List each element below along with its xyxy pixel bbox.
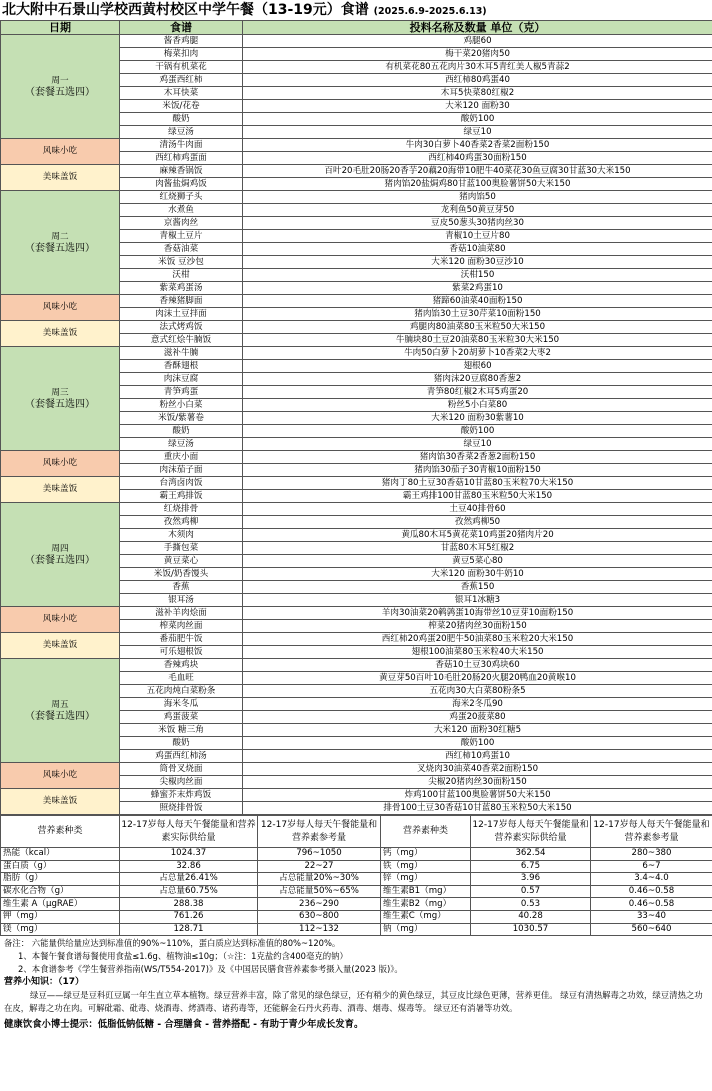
dish-name: 滋补羊肉烩面 bbox=[120, 607, 243, 620]
col-ingredients-header: 投料名称及数量 单位（克） bbox=[243, 21, 712, 35]
ingredients: 有机菜花80五花肉片30木耳5青红美人椒5青蒜2 bbox=[243, 61, 712, 74]
dish-name: 蜂蜜芥末炸鸡饭 bbox=[120, 789, 243, 802]
ingredients: 梅干菜20猪肉50 bbox=[243, 48, 712, 61]
ingredients: 紫菜2鸡蛋10 bbox=[243, 282, 712, 295]
nutrient-value: 1024.37 bbox=[120, 848, 258, 861]
nutrition-header: 12-17岁每人每天午餐能量和营养素实际供给量 bbox=[120, 816, 258, 848]
tip-heading: 营养小知识：（17） bbox=[4, 977, 85, 988]
dish-name: 紫菜鸡蛋汤 bbox=[120, 282, 243, 295]
ingredients: 猪肉馅30香菜2香葱2面粉150 bbox=[243, 451, 712, 464]
dish-name: 黄豆菜心 bbox=[120, 555, 243, 568]
dish-name: 香菇油菜 bbox=[120, 243, 243, 256]
day-subtitle: （套餐五选四） bbox=[25, 86, 95, 98]
nutrition-row bbox=[1, 885, 712, 898]
nutrient-value: 占总能量20%~30% bbox=[258, 873, 381, 886]
menu-row bbox=[1, 321, 712, 334]
nutrient-value: 1030.57 bbox=[471, 923, 591, 936]
note-line: 1、本餐午餐食谱每餐使用食盐≤1.6g、植物油≤10g；（☆注：1克盐约含400毫克的钠） bbox=[18, 951, 348, 962]
nutrient-value: 占总量26.41% bbox=[120, 873, 258, 886]
dish-name: 木须肉 bbox=[120, 529, 243, 542]
day-name: 周四 bbox=[51, 543, 69, 554]
rice-label: 美味盖饭 bbox=[1, 477, 120, 503]
dish-name: 梅菜扣肉 bbox=[120, 48, 243, 61]
nutrient-value: 40.28 bbox=[471, 910, 591, 923]
day-subtitle: （套餐五选四） bbox=[25, 554, 95, 566]
ingredients: 甘蓝80木耳5红椒2 bbox=[243, 542, 712, 555]
menu-row bbox=[1, 503, 712, 516]
nutrient-name: 镁（mg） bbox=[1, 923, 120, 936]
dish-name: 筒骨叉烧面 bbox=[120, 763, 243, 776]
ingredients: 大米120 面粉30豆沙10 bbox=[243, 256, 712, 269]
special-label: 风味小吃 bbox=[1, 607, 120, 633]
menu-title bbox=[0, 0, 712, 20]
ingredients: 黄瓜80木耳5黄花菜10鸡蛋20猪肉片20 bbox=[243, 529, 712, 542]
nutrient-value: 288.38 bbox=[120, 898, 258, 911]
ingredients: 海米2冬瓜90 bbox=[243, 698, 712, 711]
ingredients: 黄豆5菜心80 bbox=[243, 555, 712, 568]
dish-name: 手撕包菜 bbox=[120, 542, 243, 555]
ingredients: 叉烧肉30油菜40香菜2面粉150 bbox=[243, 763, 712, 776]
dish-name: 清汤牛肉面 bbox=[120, 139, 243, 152]
day-label-cell bbox=[1, 347, 120, 451]
ingredients: 翅根60 bbox=[243, 360, 712, 373]
menu-row bbox=[1, 789, 712, 802]
dish-name: 绿豆汤 bbox=[120, 438, 243, 451]
nutrient-name: 热能（kcal） bbox=[1, 848, 120, 861]
nutrient-value: 6~7 bbox=[591, 860, 712, 873]
dish-name: 尖椒肉丝面 bbox=[120, 776, 243, 789]
ingredients: 鸡腿肉80油菜80玉米粒50大米150 bbox=[243, 321, 712, 334]
nutrient-name: 维生素B1（mg） bbox=[381, 885, 471, 898]
ingredients: 香菇10土豆30鸡块60 bbox=[243, 659, 712, 672]
ingredients: 酸奶100 bbox=[243, 737, 712, 750]
menu-row bbox=[1, 165, 712, 178]
dish-name: 米饭/花卷 bbox=[120, 100, 243, 113]
ingredients: 青笋80红椒2木耳5鸡蛋20 bbox=[243, 386, 712, 399]
dish-name: 香辣猪脚面 bbox=[120, 295, 243, 308]
ingredients: 猪肉沫20豆腐80香葱2 bbox=[243, 373, 712, 386]
special-label: 风味小吃 bbox=[1, 451, 120, 477]
dish-name: 榨菜肉丝面 bbox=[120, 620, 243, 633]
nutrition-row bbox=[1, 898, 712, 911]
ingredients: 孜然鸡柳50 bbox=[243, 516, 712, 529]
nutrient-name: 锌（mg） bbox=[381, 873, 471, 886]
nutrient-value: 630~800 bbox=[258, 910, 381, 923]
day-subtitle: （套餐五选四） bbox=[25, 398, 95, 410]
nutrient-value: 362.54 bbox=[471, 848, 591, 861]
nutrition-row bbox=[1, 848, 712, 861]
dish-name: 法式烤鸡饭 bbox=[120, 321, 243, 334]
ingredients: 大米120 面粉30红糖5 bbox=[243, 724, 712, 737]
nutrient-value: 33~40 bbox=[591, 910, 712, 923]
dish-name: 意式红烩牛腩饭 bbox=[120, 334, 243, 347]
ingredients: 大米120 面粉30 bbox=[243, 100, 712, 113]
nutrient-value: 280~380 bbox=[591, 848, 712, 861]
ingredients: 绿豆10 bbox=[243, 126, 712, 139]
nutrient-name: 蛋白质（g） bbox=[1, 860, 120, 873]
menu-row bbox=[1, 477, 712, 490]
dish-name: 香酥翅根 bbox=[120, 360, 243, 373]
ingredients: 西红柿40鸡蛋30面粉150 bbox=[243, 152, 712, 165]
ingredients: 青椒10土豆片80 bbox=[243, 230, 712, 243]
dish-name: 台湾卤肉饭 bbox=[120, 477, 243, 490]
ingredients: 香菇10油菜80 bbox=[243, 243, 712, 256]
dish-name: 酸奶 bbox=[120, 113, 243, 126]
nutrient-value: 3.4~4.0 bbox=[591, 873, 712, 886]
menu-row bbox=[1, 191, 712, 204]
ingredients: 龙利鱼50黄豆芽50 bbox=[243, 204, 712, 217]
dish-name: 沃柑 bbox=[120, 269, 243, 282]
dish-name: 霸王鸡排饭 bbox=[120, 490, 243, 503]
ingredients: 粉丝5小白菜80 bbox=[243, 399, 712, 412]
dish-name: 重庆小面 bbox=[120, 451, 243, 464]
ingredients: 榨菜20猪肉丝30面粉150 bbox=[243, 620, 712, 633]
ingredients: 木耳5快菜80红椒2 bbox=[243, 87, 712, 100]
ingredients: 猪肉馅20盐焗鸡80甘蓝100奥脸薯饼50大米150 bbox=[243, 178, 712, 191]
dish-name: 红烧排骨 bbox=[120, 503, 243, 516]
menu-row bbox=[1, 763, 712, 776]
nutrient-value: 0.57 bbox=[471, 885, 591, 898]
nutrient-value: 0.46~0.58 bbox=[591, 885, 712, 898]
nutrition-header: 12-17岁每人每天午餐能量和营养素参考量 bbox=[591, 816, 712, 848]
nutrient-value: 占总量60.75% bbox=[120, 885, 258, 898]
dish-name: 西红柿鸡蛋面 bbox=[120, 152, 243, 165]
nutrition-row bbox=[1, 910, 712, 923]
menu-row bbox=[1, 35, 712, 48]
note-line: 2、本食谱参考《学生餐营养指南(WS/T554-2017)》及《中国居民膳食营养素参考摄入量(2023 版)》。 bbox=[18, 964, 403, 975]
day-label-cell bbox=[1, 659, 120, 763]
dish-name: 米饭 豆沙包 bbox=[120, 256, 243, 269]
menu-row bbox=[1, 633, 712, 646]
menu-row bbox=[1, 347, 712, 360]
nutrition-row bbox=[1, 873, 712, 886]
ingredients: 大米120 面粉30紫薯10 bbox=[243, 412, 712, 425]
nutrition-header: 营养素种类 bbox=[1, 816, 120, 848]
dish-name: 鸡蛋菠菜 bbox=[120, 711, 243, 724]
dish-name: 水煮鱼 bbox=[120, 204, 243, 217]
nutrient-value: 6.75 bbox=[471, 860, 591, 873]
nutrition-header-row bbox=[1, 816, 712, 848]
nutrient-value: 236~290 bbox=[258, 898, 381, 911]
notes-section bbox=[0, 936, 712, 976]
day-subtitle: （套餐五选四） bbox=[25, 242, 95, 254]
nutrient-value: 560~640 bbox=[591, 923, 712, 936]
ingredients: 酸奶100 bbox=[243, 113, 712, 126]
dish-name: 米饭/奶香馒头 bbox=[120, 568, 243, 581]
ingredients: 香蕉150 bbox=[243, 581, 712, 594]
menu-table bbox=[0, 20, 712, 815]
nutrient-name: 钙（mg） bbox=[381, 848, 471, 861]
rice-label: 美味盖饭 bbox=[1, 165, 120, 191]
footer-tip: 健康饮食小博士提示：低脂低钠低糖 - 合理膳食 - 营养搭配 - 有助于青少年成长发育。 bbox=[4, 1019, 364, 1031]
ingredients: 牛肉30白萝卜40香菜2香菜2面粉150 bbox=[243, 139, 712, 152]
day-subtitle: （套餐五选四） bbox=[25, 710, 95, 722]
dish-name: 木耳快菜 bbox=[120, 87, 243, 100]
ingredients: 猪肉丁80土豆30香菇10甘蓝80玉米粒70大米150 bbox=[243, 477, 712, 490]
rice-label: 美味盖饭 bbox=[1, 789, 120, 815]
day-label-cell bbox=[1, 191, 120, 295]
ingredients: 猪肉馅30茄子30青椒10面粉150 bbox=[243, 464, 712, 477]
dish-name: 麻辣香锅饭 bbox=[120, 165, 243, 178]
nutrient-name: 脂肪（g） bbox=[1, 873, 120, 886]
menu-header-row bbox=[1, 21, 712, 35]
dish-name: 鸡蛋西红柿汤 bbox=[120, 750, 243, 763]
dish-name: 米饭/紫薯卷 bbox=[120, 412, 243, 425]
dish-name: 肉沫豆腐 bbox=[120, 373, 243, 386]
nutrient-value: 0.46~0.58 bbox=[591, 898, 712, 911]
dish-name: 酸奶 bbox=[120, 737, 243, 750]
day-name: 周二 bbox=[51, 231, 69, 242]
note-line: 备注： 六能量供给量应达到标准值的90%~110%，蛋白质应达到标准值的80%~120%。 bbox=[4, 938, 341, 949]
dish-name: 米饭 糖三角 bbox=[120, 724, 243, 737]
dish-name: 滋补牛腩 bbox=[120, 347, 243, 360]
nutrition-header: 12-17岁每人每天午餐能量和营养素参考量 bbox=[258, 816, 381, 848]
nutrient-name: 碳水化合物（g） bbox=[1, 885, 120, 898]
ingredients: 鸡腿60 bbox=[243, 35, 712, 48]
dish-name: 青椒土豆片 bbox=[120, 230, 243, 243]
ingredients: 五花肉30大白菜80粉条5 bbox=[243, 685, 712, 698]
special-label: 风味小吃 bbox=[1, 763, 120, 789]
dish-name: 肉酱盐焗鸡饭 bbox=[120, 178, 243, 191]
ingredients: 酸奶100 bbox=[243, 425, 712, 438]
ingredients: 鸡蛋20菠菜80 bbox=[243, 711, 712, 724]
nutrient-value: 128.71 bbox=[120, 923, 258, 936]
ingredients: 土豆40排骨60 bbox=[243, 503, 712, 516]
menu-row bbox=[1, 295, 712, 308]
nutrient-value: 112~132 bbox=[258, 923, 381, 936]
dish-name: 粉丝小白菜 bbox=[120, 399, 243, 412]
dish-name: 毛血旺 bbox=[120, 672, 243, 685]
dish-name: 鸡蛋西红柿 bbox=[120, 74, 243, 87]
nutrition-header: 12-17岁每人每天午餐能量和营养素实际供给量 bbox=[471, 816, 591, 848]
dish-name: 酱香鸡腿 bbox=[120, 35, 243, 48]
dish-name: 京酱肉丝 bbox=[120, 217, 243, 230]
ingredients: 豆皮50葱头30猪肉丝30 bbox=[243, 217, 712, 230]
dish-name: 肉沫土豆拌面 bbox=[120, 308, 243, 321]
ingredients: 猪肉馅30土豆30芹菜10面粉150 bbox=[243, 308, 712, 321]
nutrition-tip bbox=[0, 976, 712, 1015]
nutrient-value: 0.53 bbox=[471, 898, 591, 911]
dish-name: 青笋鸡蛋 bbox=[120, 386, 243, 399]
rice-label: 美味盖饭 bbox=[1, 633, 120, 659]
nutrient-name: 钠（mg） bbox=[381, 923, 471, 936]
ingredients: 翅根100油菜80玉米粒40大米150 bbox=[243, 646, 712, 659]
rice-label: 美味盖饭 bbox=[1, 321, 120, 347]
nutrition-table bbox=[0, 815, 712, 936]
nutrient-name: 维生素C（mg） bbox=[381, 910, 471, 923]
ingredients: 羊肉30油菜20鹌鹑蛋10海带丝10豆芽10面粉150 bbox=[243, 607, 712, 620]
ingredients: 霸王鸡排100甘蓝80玉米粒50大米150 bbox=[243, 490, 712, 503]
menu-date-range: (2025.6.9-2025.6.13) bbox=[373, 6, 487, 17]
dish-name: 银耳汤 bbox=[120, 594, 243, 607]
special-label: 风味小吃 bbox=[1, 139, 120, 165]
dish-name: 海米冬瓜 bbox=[120, 698, 243, 711]
ingredients: 大米120 面粉30牛奶10 bbox=[243, 568, 712, 581]
nutrient-name: 维生素B2（mg） bbox=[381, 898, 471, 911]
ingredients: 牛腩块80土豆20油菜80玉米粒30大米150 bbox=[243, 334, 712, 347]
dish-name: 红烧狮子头 bbox=[120, 191, 243, 204]
ingredients: 排骨100土豆30香菇10甘蓝80玉米粒50大米150 bbox=[243, 802, 712, 815]
nutrient-value: 3.96 bbox=[471, 873, 591, 886]
ingredients: 绿豆10 bbox=[243, 438, 712, 451]
nutrient-name: 铁（mg） bbox=[381, 860, 471, 873]
day-label-cell bbox=[1, 35, 120, 139]
dish-name: 酸奶 bbox=[120, 425, 243, 438]
ingredients: 牛肉50白萝卜20胡萝卜10香菜2大枣2 bbox=[243, 347, 712, 360]
nutrient-value: 22~27 bbox=[258, 860, 381, 873]
ingredients: 黄豆芽50百叶10毛肚20肠20火腿20鸭血20黄喉10 bbox=[243, 672, 712, 685]
ingredients: 西红柿80鸡蛋40 bbox=[243, 74, 712, 87]
dish-name: 肉沫茄子面 bbox=[120, 464, 243, 477]
nutrition-row bbox=[1, 860, 712, 873]
menu-row bbox=[1, 139, 712, 152]
dish-name: 香蕉 bbox=[120, 581, 243, 594]
nutrition-row bbox=[1, 923, 712, 936]
ingredients: 百叶20毛肚20肠20香芋20藕20海带10肥牛40菜花30鱼豆腐30甘蓝30大米150 bbox=[243, 165, 712, 178]
nutrient-value: 32.86 bbox=[120, 860, 258, 873]
menu-title-text: 北大附中石景山学校西黄村校区中学午餐（13-19元）食谱 bbox=[2, 2, 369, 18]
ingredients: 猪肉馅50 bbox=[243, 191, 712, 204]
menu-row bbox=[1, 451, 712, 464]
nutrient-value: 796~1050 bbox=[258, 848, 381, 861]
dish-name: 绿豆汤 bbox=[120, 126, 243, 139]
dish-name: 番茄肥牛饭 bbox=[120, 633, 243, 646]
tip-text: 绿豆——绿豆是豆科豇豆属一年生直立草本植物。绿豆营养丰富，除了常见的绿色绿豆，还有稍少的黄色绿豆，其豆皮比绿色更薄，营养更佳。 绿豆有清热解毒之功效，绿豆清热之功在皮，解毒之功在肉。可解砒霜、砒毒、烧酒毒、烤酒毒、诸药毒等，还能解金石丹火药毒、酒毒、烟毒、煤毒等。 绿豆还有消暑等功效。 bbox=[4, 990, 703, 1014]
ingredients: 银耳1冰糖3 bbox=[243, 594, 712, 607]
day-name: 周一 bbox=[51, 75, 69, 86]
nutrient-value: 761.26 bbox=[120, 910, 258, 923]
dish-name: 可乐翅根饭 bbox=[120, 646, 243, 659]
dish-name: 干锅有机菜花 bbox=[120, 61, 243, 74]
day-label-cell bbox=[1, 503, 120, 607]
dish-name: 五花肉炖白菜粉条 bbox=[120, 685, 243, 698]
ingredients: 猪蹄60油菜40面粉150 bbox=[243, 295, 712, 308]
menu-row bbox=[1, 607, 712, 620]
day-name: 周三 bbox=[51, 387, 69, 398]
dish-name: 香辣鸡块 bbox=[120, 659, 243, 672]
nutrition-header: 营养素种类 bbox=[381, 816, 471, 848]
nutrient-name: 钾（mg） bbox=[1, 910, 120, 923]
nutrient-name: 维生素 A（μgRAE） bbox=[1, 898, 120, 911]
day-name: 周五 bbox=[51, 699, 69, 710]
menu-row bbox=[1, 659, 712, 672]
ingredients: 沃柑150 bbox=[243, 269, 712, 282]
ingredients: 炸鸡100甘蓝100奥脸薯饼50大米150 bbox=[243, 789, 712, 802]
col-date-header: 日期 bbox=[1, 21, 120, 35]
dish-name: 孜然鸡柳 bbox=[120, 516, 243, 529]
special-label: 风味小吃 bbox=[1, 295, 120, 321]
col-dish-header: 食谱 bbox=[120, 21, 243, 35]
ingredients: 尖椒20猪肉丝30面粉150 bbox=[243, 776, 712, 789]
ingredients: 西红柿20鸡蛋20肥牛50油菜80玉米粒20大米150 bbox=[243, 633, 712, 646]
dish-name: 照烧排骨饭 bbox=[120, 802, 243, 815]
ingredients: 西红柿10鸡蛋10 bbox=[243, 750, 712, 763]
nutrient-value: 占总能量50%~65% bbox=[258, 885, 381, 898]
